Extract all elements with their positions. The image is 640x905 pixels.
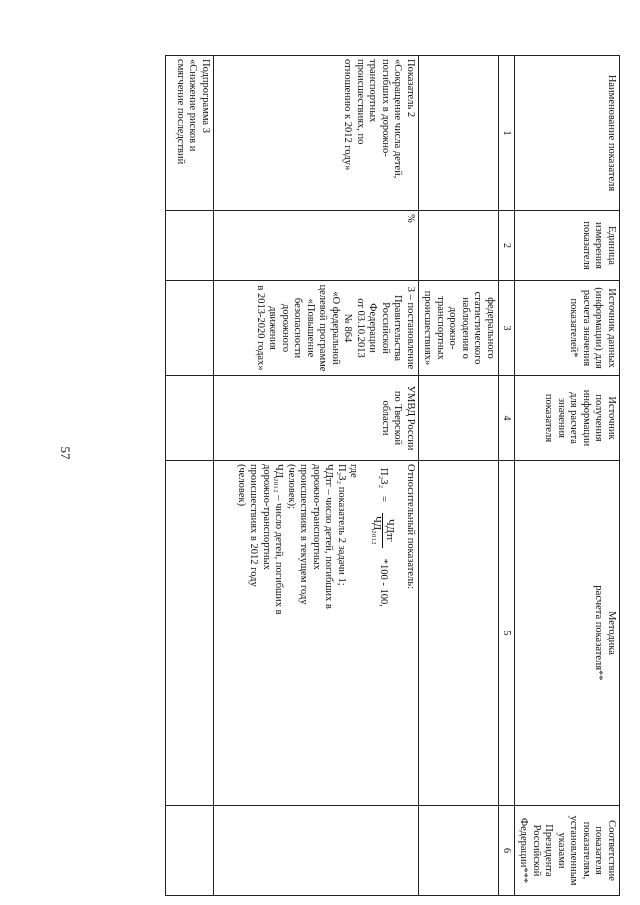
table-header-row [515,56,620,896]
column-number-row [499,56,515,896]
method-formula [370,468,396,802]
formula-numerator: ЧДтг [382,513,396,548]
indicator-2-row [214,56,419,896]
header-name: Наименование показателя [515,56,620,211]
header-compliance: Соответствие показателя показателям, установленным указами Президента Российской Федерации*** [515,806,620,896]
column-number: 1 [499,56,515,211]
header-data-source: Источник данных (информации) для расчета значения показателей* [515,281,620,376]
indicator-2-unit: % [214,211,419,281]
formula-lhs: П₂З₂ [377,468,389,489]
formula-denominator: ЧД₂₀₁₂ [371,516,382,545]
formula-equals: = [377,496,389,503]
column-number: 3 [499,281,515,376]
rotated-page [110,55,620,895]
continuation-data-source: федерального статистического наблюдения о дорожно- транспортных происшествиях» [419,281,499,376]
method-def1: П₂З₂ показатель 2 задачи 1; [336,464,347,586]
header-unit: Единица измерения показателя [515,211,620,281]
method-where: где [348,464,360,478]
formula-tail: *100 - 100, [377,558,389,607]
column-number: 4 [499,376,515,461]
formula-fraction [370,510,396,551]
subprogram-3-name: Подпрограмма 3 «Снижение рисков и смягчение последствий [166,56,214,211]
method-def3: ЧД₂₀₁₂ – число детей, погибших в [273,464,285,615]
header-method: Методика расчета показателя** [515,461,620,806]
page-number: 57 [58,446,73,460]
column-number: 2 [499,211,515,281]
header-info-source: Источник получения информации для расчета значения показателя [515,376,620,461]
indicator-2-info-source: УМВД России по Тверской области [214,376,419,461]
column-number: 5 [499,461,515,806]
method-intro: Относительный показатель: [405,464,416,589]
continuation-row [419,56,499,896]
indicator-2-name: Показатель 2 «Сокращение числа детей, погибших в дорожно- транспортных происшествиях, по отношению к 2012 году» [214,56,419,211]
indicators-table [165,55,620,896]
indicator-2-source: 3 – постановление Правительства Российской Федерации от 03.10.2013 № 864 «О федеральной целевой программе «Повышение безопасности дорожного движения в 2013-2020 годах» [214,281,419,376]
indicator-2-compliance [214,806,419,896]
method-def2: ЧДтг – число детей, погибших в [323,464,335,609]
subprogram-3-row [166,56,214,896]
indicator-2-method: Относительный показатель: П₂З₂ = ЧДтг ЧД₂₀₁₂ *100 - 100, где П₂З₂ показатель 2 задачи 1; ЧДтг – число детей, погибших в дорожно-транспортных происшествиях в текущем году (человек); ЧД₂₀₁₂ – число детей, погибших в дорожно-транспортных происшествиях в 2012 году (человек) [214,461,419,806]
column-number: 6 [499,806,515,896]
